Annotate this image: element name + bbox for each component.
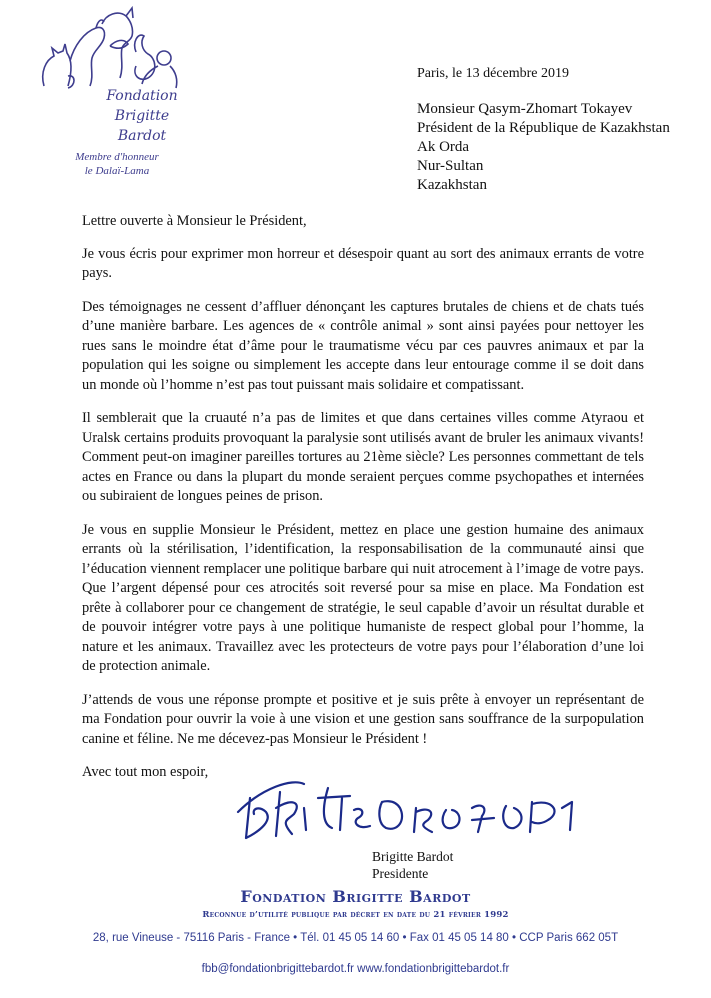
recipient-line: Monsieur Qasym-Zhomart Tokayev <box>417 101 633 117</box>
recipient-address <box>417 100 670 195</box>
animals-logo-icon <box>32 6 182 96</box>
signer-name: Brigitte Bardot <box>372 849 454 864</box>
paragraph: Je vous écris pour exprimer mon horreur et désespoir quant au sort des animaux errants de votre pays. <box>82 245 644 281</box>
paragraph: J’attends de vous une réponse prompte et positive et je suis prête à envoyer un représentant de ma Fondation pour ouvrir la voie à une vision et une gestion sans souffrance de la surpopulation canine et féline. Ne me décevez-pas Monsieur le Président ! <box>82 691 644 747</box>
recipient-line: Ak Orda <box>417 139 470 155</box>
honorary-member-note <box>62 150 172 178</box>
closing: Avec tout mon espoir, <box>82 764 209 780</box>
paragraph: Des témoignages ne cessent d’affluer dénonçant les captures brutales de chiens et de chats tués d’une manière barbare. Les agences de « contrôle animal » sont ainsi payées pour nettoyer les rues sans le moindre état d’âme pour le traumatisme vécu par ces pauvres animaux et par la population qui les soigne ou simplement les accepte dans leur entourage comme il se doit dans un monde où l’homme n’est pas tout puissant mais solidaire et compatissant. <box>82 298 644 393</box>
logo-wordmark <box>92 86 192 146</box>
handwritten-signature <box>232 768 612 848</box>
footer-foundation-name: Fondation Brigitte Bardot <box>240 887 471 906</box>
footer-recognition: Reconnue d’utilité publique par décret en date du 21 février 1992 <box>202 910 509 920</box>
signer-title: Presidente <box>372 866 429 881</box>
honour-line-1: Membre d'honneur <box>75 151 159 163</box>
footer-web: fbb@fondationbrigittebardot.fr www.fondationbrigittebardot.fr <box>201 963 510 975</box>
logo-line-2: Brigitte Bardot <box>114 108 170 144</box>
footer-address: 28, rue Vineuse - 75116 Paris - France • Tél. 01 45 05 14 60 • Fax 01 45 05 14 80 • CCP Paris 662 05T <box>92 932 619 944</box>
recipient-line: Nur-Sultan <box>417 158 484 174</box>
recipient-line: Kazakhstan <box>417 177 487 193</box>
signer-block <box>372 848 453 882</box>
foundation-logo <box>32 6 182 144</box>
paragraph: Il semblerait que la cruauté n’a pas de limites et que dans certaines villes comme Atyraou et Uralsk certains produits provoquant la paralysie sont utilisés avant de bruler les animaux vivants! Comment peut-on imaginer pareilles tortures au 21ème siècle? Les personnes commettant de tels actes en France ou dans la plupart du monde seraient perçues comme psychopathes et internées ou subiraient de longues peines de prison. <box>82 410 644 504</box>
honour-line-2: le Dalaï-Lama <box>84 165 150 177</box>
recipient-line: Président de la République de Kazakhstan <box>417 120 670 136</box>
dateline: Paris, le 13 décembre 2019 <box>417 66 570 81</box>
salutation: Lettre ouverte à Monsieur le Président, <box>82 213 307 229</box>
paragraph: Je vous en supplie Monsieur le Président, mettez en place une gestion humaine des animaux errants où la stérilisation, l’identification, la responsabilisation de la communauté ainsi que l’éducation viennent remplacer une politique barbare qui nuit atrocement à l’image de votre pays. Que l’argent dépensé pour ces atrocités soit reversé pour sa mise en place. Ma Fondation est prête à collaborer pour ce changement de stratégie, le seul capable d’avoir un résultat durable et de pouvoir intégrer votre pays à une politique humaniste de respect global pour l’homme, la nature et les animaux. Travaillez avec les protecteurs de votre pays pour l’élaboration d’une loi de protection animale. <box>82 521 644 674</box>
letter-body <box>82 212 644 797</box>
logo-line-1: Fondation <box>106 88 178 104</box>
